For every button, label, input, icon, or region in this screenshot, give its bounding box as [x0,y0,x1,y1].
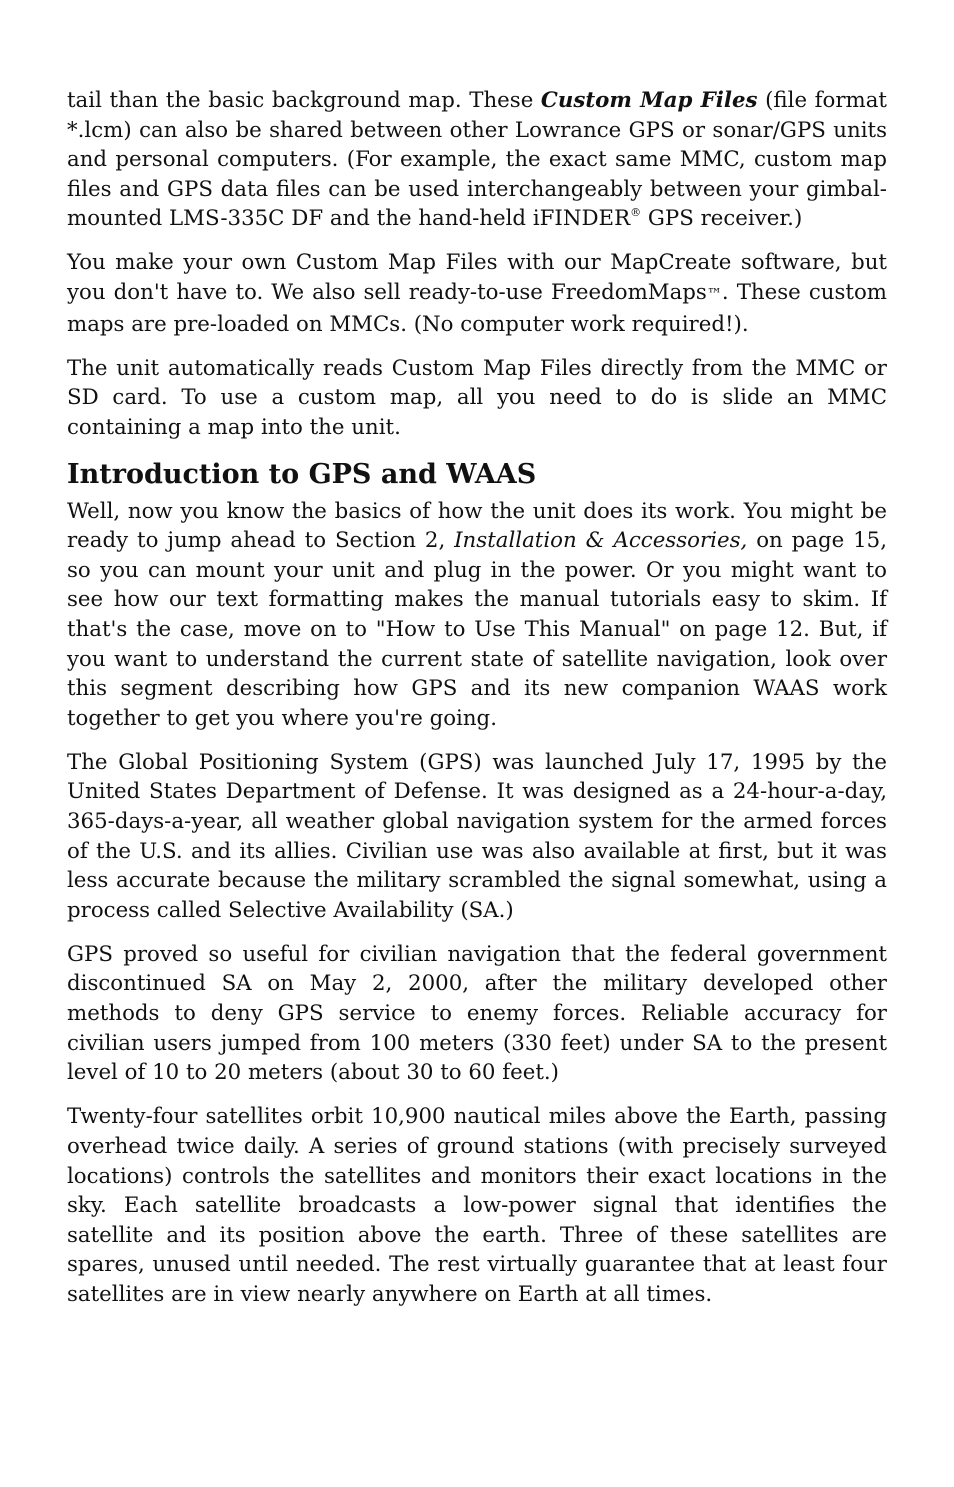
text-run: GPS receiver.) [641,206,803,232]
trademark-mark: ™ [706,285,722,304]
text-run: You make your own Custom Map Files with our MapCreate software, but you don't have to. We also sell ready-to-use FreedomMaps [67,250,887,306]
paragraph-reads-custom-maps: The unit automatically reads Custom Map Files directly from the MMC or SD card. To use a custom map, all you need to do is slide an MMC containing a map into the unit. [67,355,887,440]
text-run: on page 15, so you can mount your unit and plug in the power. Or you might want to see how our text formatting makes the manual tutorials easy to skim. If that's the case, move on to "How to Use This Manual" on page 12. But, if you want to understand the current state of satellite navigation, look over this segment describing how GPS and its new companion WAAS work together to get you where you're going. [67,528,887,731]
paragraph-intro [67,497,887,734]
section-heading: Introduction to GPS and WAAS [67,458,537,490]
emphasis-custom-map-files: Custom Map Files [540,88,758,113]
paragraph-custom-map-files [67,86,887,234]
paragraph-satellites: Twenty-four satellites orbit 10,900 nautical miles above the Earth, passing overhead twice daily. A series of ground stations (with precisely surveyed locations) controls the satellites and monitors their exact locations in the sky. Each satellite broadcasts a low-power signal that identifies the satellite and its position above the earth. Three of these satellites are spares, unused until needed. The rest virtually guarantee that at least four satellites are in view nearly anywhere on Earth at all times. [67,1104,887,1307]
manual-page [67,86,887,1324]
text-run: Well, now you know the basics of how the unit does its work. You might be ready to jump ahead to Section 2, [67,498,887,554]
paragraph-sa-discontinued: GPS proved so useful for civilian navigation that the federal government discontinued SA on May 2, 2000, after the military developed other methods to deny GPS service to enemy forces. Reliable accuracy for civilian users jumped from 100 meters (330 feet) under SA to the present level of 10 to 20 meters (about 30 to 60 feet.) [67,941,887,1086]
text-run: . These custom maps are pre-loaded on MMCs. (No computer work required!). [67,280,887,337]
registered-mark: ® [630,206,642,220]
paragraph-gps-history: The Global Positioning System (GPS) was launched July 17, 1995 by the United States Department of Defense. It was designed as a 24-hour-a-day, 365-days-a-year, all weather global navigation system for the armed forces of the U.S. and its allies. Civilian use was also available at first, but it was less accurate because the military scrambled the signal somewhat, using a process called Selective Availability (SA.) [67,749,887,923]
paragraph-mapcreate [67,248,887,339]
emphasis-installation: Installation & Accessories, [454,528,748,554]
text-run: tail than the basic background map. These [67,88,541,113]
text-run: (file format *.lcm) can also be shared between other Lowrance GPS or sonar/GPS units and personal computers. (For example, the exact same MMC, custom map files and GPS data files can be used interchangeably between your gimbal-mounted LMS-335C DF and the hand-held iFINDER [67,88,887,232]
